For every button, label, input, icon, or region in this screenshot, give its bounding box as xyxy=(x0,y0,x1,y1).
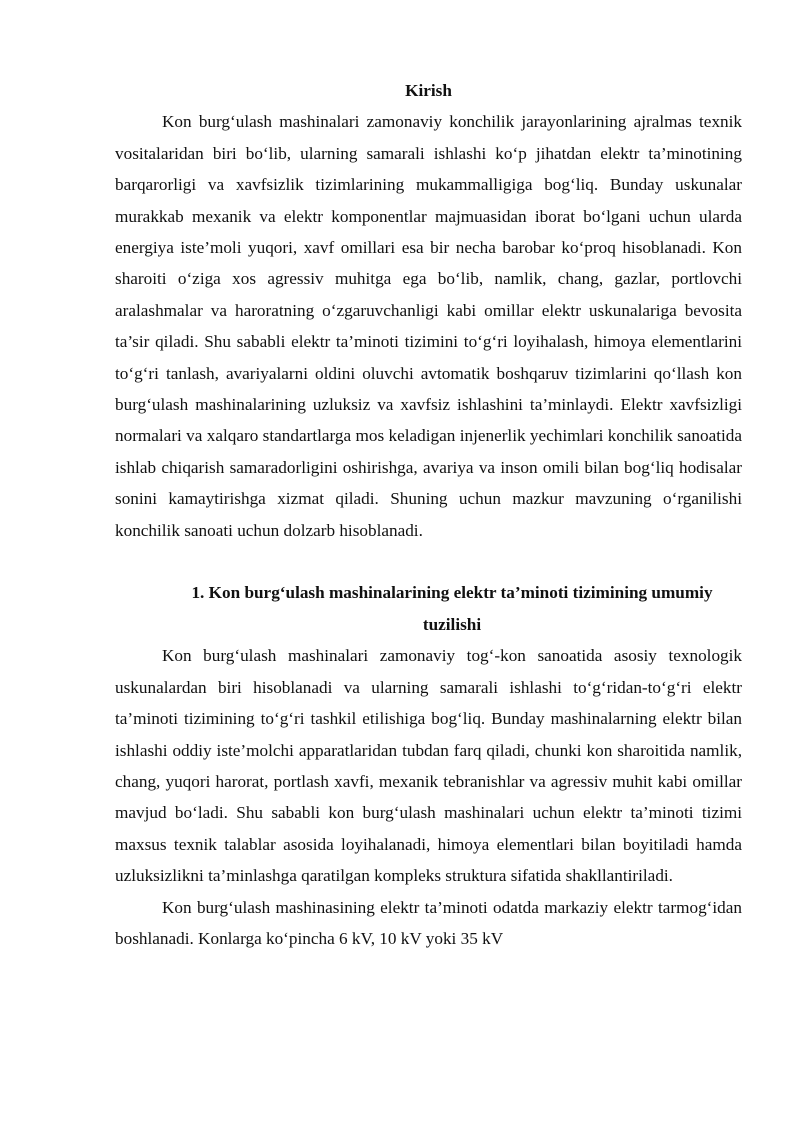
intro-title: Kirish xyxy=(405,81,452,100)
intro-paragraph: Kon burg‘ulash mashinalari zamonaviy konchilik jarayonlarining ajralmas texnik vositalaridan biri bo‘lib, ularning samarali ishlashi ko‘p jihatdan elektr ta’minotining barqarorligi va xavfsizlik tizimlarining mukammalligiga bog‘liq. Bunday uskunalar murakkab mexanik va elektr komponentlar majmuasidan iborat bo‘lgani uchun ularda energiya iste’moli yuqori, xavf omillari esa bir necha barobar ko‘proq hisoblanadi. Kon sharoiti o‘ziga xos agressiv muhitga ega bo‘lib, namlik, chang, gazlar, portlovchi aralashmalar va haroratning o‘zgaruvchanligi kabi omillar elektr uskunalariga bevosita ta’sir qiladi. Shu sababli elektr ta’minoti tizimini to‘g‘ri loyihalash, himoya elementlarini to‘g‘ri tanlash, avariyalarni oldini oluvchi avtomatik boshqaruv tizimlarini qo‘llash kon burg‘ulash mashinalarining uzluksiz va xavfsiz ishlashini ta’minlaydi. Elektr xavfsizligi normalari va xalqaro standartlarga mos keladigan injenerlik yechimlari konchilik sanoatida ishlab chiqarish samaradorligini oshirishga, avariya va inson omili bilan bog‘liq hodisalar sonini kamaytirishga xizmat qiladi. Shuning uchun mazkur mavzuning o‘rganilishi konchilik sanoati uchun dolzarb hisoblanadi. xyxy=(115,112,742,540)
section-1-paragraph-1: Kon burg‘ulash mashinalari zamonaviy tog‘-kon sanoatida asosiy texnologik uskunalardan biri hisoblanadi va ularning samarali ishlashi to‘g‘ridan-to‘g‘ri elektr ta’minoti tizimining to‘g‘ri tashkil etilishiga bog‘liq. Bunday mashinalarning elektr bilan ishlashi oddiy iste’molchi apparatlaridan tubdan farq qiladi, chunki kon sharoitida namlik, chang, yuqori harorat, portlash xavfi, mexanik tebranishlar va agressiv muhit kabi omillar mavjud bo‘ladi. Shu sababli kon burg‘ulash mashinalari uchun elektr ta’minoti tizimi maxsus texnik talablar asosida loyihalanadi, himoya elementlari bilan boyitiladi hamda uzluksizlikni ta’minlashga qaratilgan kompleks struktura sifatida shakllantiriladi. xyxy=(115,646,742,886)
document-body xyxy=(115,75,742,954)
section-1-title: 1. Kon burg‘ulash mashinalarining elektr ta’minoti tizimining umumiy tuzilishi xyxy=(191,583,713,634)
section-1-paragraph-2: Kon burg‘ulash mashinasining elektr ta’minoti odatda markaziy elektr tarmog‘idan boshlanadi. Konlarga ko‘pincha 6 kV, 10 kV yoki 35 kV xyxy=(115,897,742,948)
